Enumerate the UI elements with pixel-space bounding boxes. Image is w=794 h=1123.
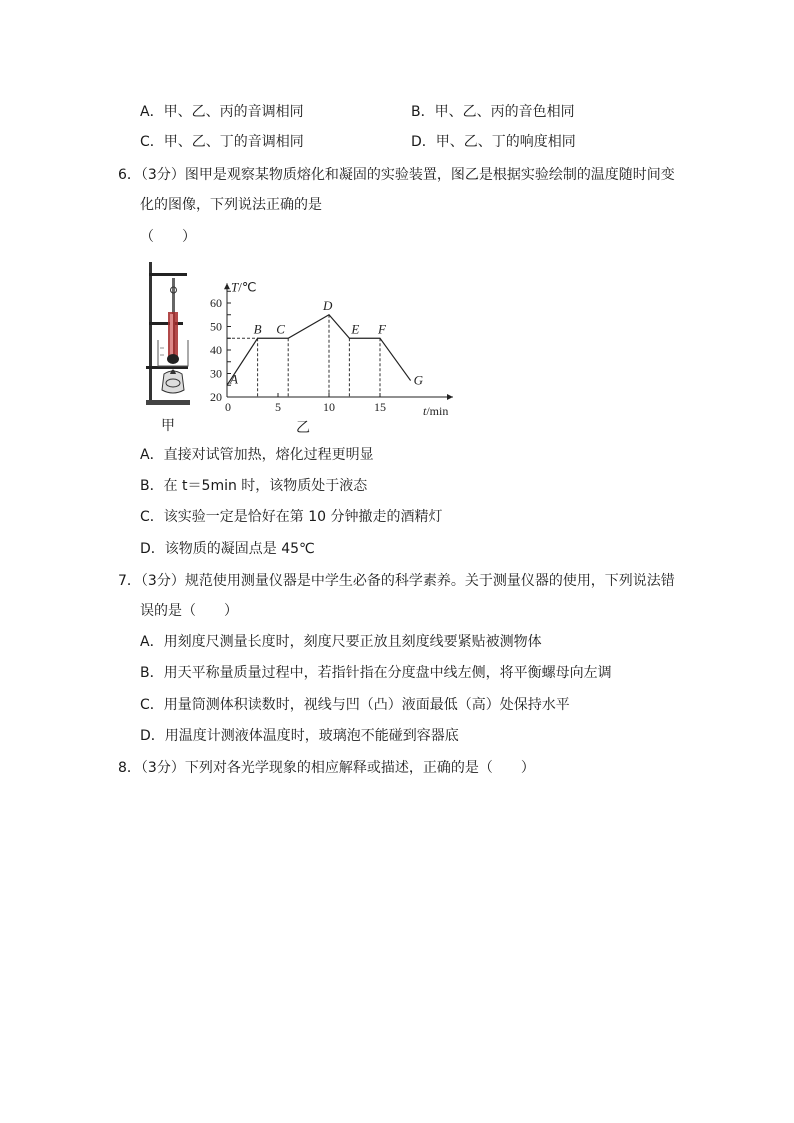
option-letter: D．	[411, 134, 436, 150]
y-tick-label: 20	[210, 390, 222, 404]
option-text: 该物质的凝固点是 45℃	[164, 541, 315, 557]
q5-option-d	[411, 133, 576, 151]
option-text: 直接对试管加热，熔化过程更明显	[163, 447, 374, 463]
y-axis-arrow	[224, 283, 230, 289]
option-text: 甲、乙、丙的音色相同	[434, 104, 575, 120]
option-text: 用刻度尺测量长度时，刻度尺要正放且刻度线要紧贴被测物体	[163, 634, 542, 650]
q6-answer-blank: （ ）	[140, 229, 196, 245]
option-text: 甲、乙、丁的音调相同	[163, 134, 304, 150]
point-label-e: E	[351, 321, 360, 337]
q5-option-a	[140, 103, 304, 121]
q6-stem-line2: 化的图像，下列说法正确的是	[140, 197, 322, 213]
q7-stem-line1: 7．（3分）规范使用测量仪器是中学生必备的科学素养。关于测量仪器的使用，下列说法错	[118, 573, 675, 589]
x-axis-label: t/min	[423, 404, 449, 418]
point-label-a: A	[230, 371, 238, 387]
point-label-b: B	[253, 321, 262, 337]
y-axis-label: T/℃	[231, 279, 257, 295]
option-letter: A．	[140, 104, 164, 120]
x-tick-label: 0	[225, 400, 231, 414]
q5-option-c	[140, 133, 304, 151]
option-letter: B．	[411, 104, 435, 120]
q7-option-b	[140, 664, 612, 682]
point-label-g: G	[413, 372, 423, 388]
option-text: 甲、乙、丁的响度相同	[435, 134, 576, 150]
y-tick-label: 50	[210, 319, 222, 334]
option-text: 用量筒测体积读数时，视线与凹（凸）液面最低（高）处保持水平	[163, 697, 570, 713]
figure-label-jia: 甲	[161, 418, 175, 434]
q7-stem-line2: 误的是（ ）	[140, 603, 238, 619]
option-text: 该实验一定是恰好在第 10 分钟撤走的酒精灯	[163, 509, 443, 525]
point-label-f: F	[378, 321, 386, 337]
option-letter: C．	[140, 697, 164, 713]
option-letter: B．	[140, 478, 164, 494]
q6-option-c	[140, 508, 443, 526]
q6-option-b	[140, 477, 367, 495]
option-letter: D．	[140, 541, 165, 557]
option-letter: C．	[140, 509, 164, 525]
q6-stem-line1: 6．（3分）图甲是观察某物质熔化和凝固的实验装置，图乙是根据实验绘制的温度随时间变	[118, 167, 675, 183]
q5-option-b	[411, 103, 575, 121]
option-letter: C．	[140, 134, 164, 150]
x-axis-arrow	[447, 394, 453, 400]
figure-label-yi: 乙	[296, 420, 310, 436]
y-tick-label: 30	[210, 366, 222, 381]
temperature-time-chart	[200, 262, 470, 422]
q8-stem-line1: 8．（3分）下列对各光学现象的相应解释或描述，正确的是（ ）	[118, 760, 535, 776]
option-letter: D．	[140, 728, 165, 744]
option-letter: A．	[140, 447, 164, 463]
option-letter: B．	[140, 665, 164, 681]
x-tick-label: 10	[323, 400, 335, 414]
option-letter: A．	[140, 634, 164, 650]
q7-option-c	[140, 696, 570, 714]
q6-option-d	[140, 540, 315, 558]
option-text: 用天平称量质量过程中，若指针指在分度盘中线左侧，将平衡螺母向左调	[163, 665, 612, 681]
x-tick-label: 15	[374, 400, 386, 414]
option-text: 用温度计测液体温度时，玻璃泡不能碰到容器底	[164, 728, 459, 744]
q7-option-d	[140, 727, 459, 745]
option-text: 甲、乙、丙的音调相同	[163, 104, 304, 120]
apparatus-figure	[140, 262, 196, 412]
q7-option-a	[140, 633, 542, 651]
y-tick-label: 60	[210, 296, 222, 310]
q6-option-a	[140, 446, 374, 464]
y-tick-label: 40	[210, 343, 222, 357]
point-label-d: D	[323, 297, 333, 313]
option-text: 在 t＝5min 时，该物质处于液态	[163, 478, 368, 494]
point-label-c: C	[276, 321, 285, 337]
x-tick-label: 5	[275, 400, 281, 414]
